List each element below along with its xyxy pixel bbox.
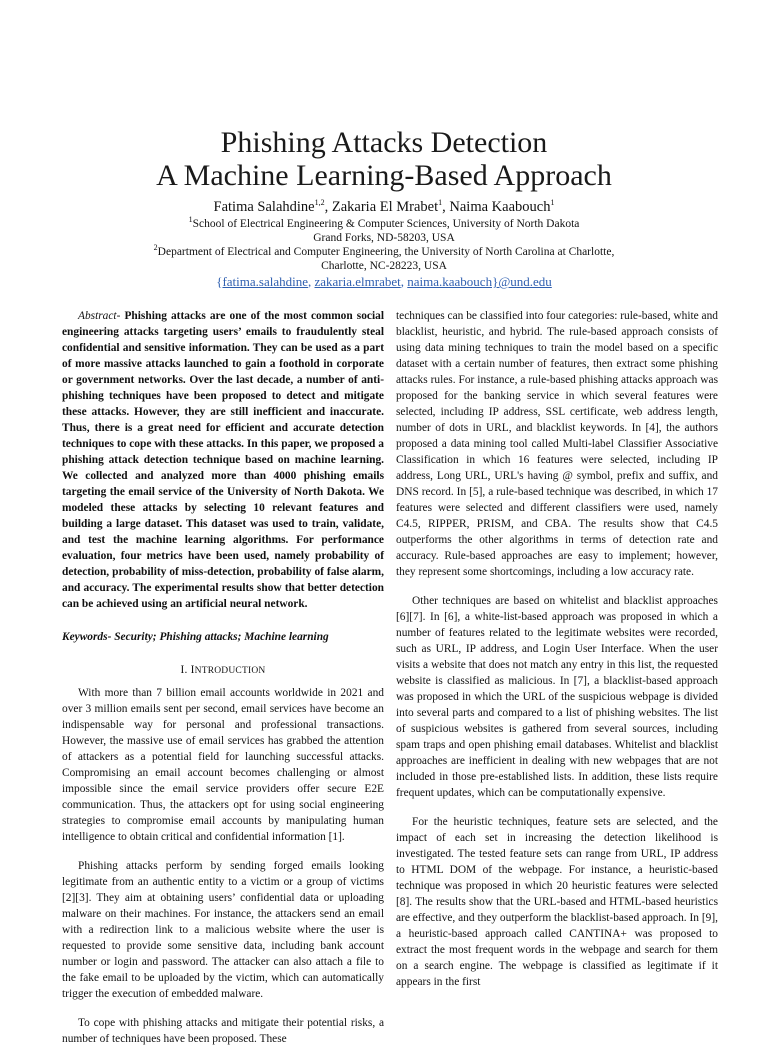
author-affiliation-mark: 1 (438, 198, 443, 208)
affiliation-1 (0, 217, 768, 231)
body-paragraph: To cope with phishing attacks and mitigate their potential risks, a number of techniques have been proposed. These (62, 1017, 384, 1045)
abstract (62, 308, 384, 612)
left-column (62, 308, 384, 1047)
email-link-3[interactable]: naima.kaabouch}@und.edu (407, 274, 552, 289)
affiliation-2-address: Charlotte, NC-28223, USA (321, 260, 447, 272)
paper-title-line-2: A Machine Learning-Based Approach (156, 159, 612, 192)
section-heading-introduction (62, 662, 384, 679)
affiliation-1-address: Grand Forks, ND-58203, USA (313, 232, 455, 244)
author-name: Fatima Salahdine (213, 199, 315, 215)
paper-title-line-1: Phishing Attacks Detection (220, 126, 548, 159)
author-name: Zakaria El Mrabet (331, 199, 439, 215)
body-paragraph: Phishing attacks perform by sending forged emails looking legitimate from an authentic entity to a victim or a group of victims [2][3]. They aim at obtaining users’ confidential data or uploading malware on their machines. For instance, the attackers send an email with a redirection link to a malicious website where the user is requested to provide some sensitive data, including bank account number or login and password. The attacker can also attach a file to the fake email to be uploaded by the victim, which can automatically trigger the execution of embedded malware. (62, 860, 384, 1000)
body-paragraph: techniques can be classified into four categories: rule-based, white and blacklist, heuristic, and hybrid. The rule-based approach consists of using data mining techniques to train the model based on a specific dataset with a certain number of features, then extract some phishing attacks rules. For instance, a rule-based phishing attacks approach was proposed for the banking service in which several features were selected, including IP address, SSL certificate, web address length, number of dots in URL, and blacklist keywords. In [4], the authors proposed a data mining tool called Multi-label Classifier Associative Classification in which 16 features were selected, including IP address, Long URL, URL's having @ symbol, prefix and suffix, and DNS record. In [5], a rule-based technique was described, in which 17 features were selected and different classifiers were used, namely C4.5, RIPPER, PRISM, and CBA. The results show that C4.5 outperforms the other algorithms in terms of detection rate and accuracy. Rule-based approaches are easy to implement; however, they represent some shortcomings, including a low accuracy rate. (396, 310, 718, 578)
author-affiliation-mark: 1,2 (314, 198, 325, 208)
author-list: Fatima Salahdine$^{1,2}$, Zakaria El Mrabet$^1$, Naima Kaabouch$^1$ (213, 198, 555, 215)
body-paragraph: Other techniques are based on whitelist and blacklist approaches [6][7]. In [6], a white-list-based approach was proposed in which a number of features related to the legitimate websites were recorded, such as URL, IP address, and Login User Interface. When the user visits a website that does not match any entry in this list, the requested website is classified as malicious. In [7], a blacklist-based approach was proposed in which the URL of the suspicious webpage is divided into several parts and compared to a list of phishing websites. The list of suspicious websites is gathered from several sources, including spam traps and open phishing email databases. Whitelist and blacklist approaches are inefficient in dealing with new webpages that are not included in those pre-established lists. In addition, these lists require frequent updates, which can be computationally expensive. (396, 595, 718, 799)
affiliation-mark: 2 (153, 243, 158, 253)
section-number: I. I (180, 664, 195, 676)
abstract-text: Phishing attacks are one of the most common social engineering attacks targeting users’ emails to fraudulently steal confidential and sensitive information. They can be used as a part of more massive attacks launched to gain a foothold in corporate or government networks. Over the last decade, a number of anti-phishing techniques have been proposed to detect and mitigate these attacks. However, they are still inefficient and inaccurate. Thus, there is a great need for efficient and accurate detection techniques to cope with these attacks. In this paper, we proposed a phishing attack detection technique based on machine learning. We collected and analyzed more than 4000 phishing emails targeting the email service of the University of North Dakota. We modeled these attacks by selecting 10 relevant features and building a large dataset. This dataset was used to train, validate, and test the machine learning algorithms. For performance evaluation, four metrics have been used, namely probability of detection, probability of miss-detection, probability of false alarm, and accuracy. The experimental results show that better detection can be achieved using an artificial neural network. (62, 310, 384, 610)
right-column (396, 308, 718, 990)
affiliation-2 (0, 245, 768, 259)
keywords: Keywords- Security; Phishing attacks; Machine learning (62, 631, 329, 643)
email-link-2[interactable]: zakaria.elmrabet (314, 274, 401, 289)
author-emails: {fatima.salahdine, zakaria.elmrabet, naima.kaabouch}@und.edu (216, 274, 552, 289)
author-affiliation-mark: 1 (550, 198, 555, 208)
author-name: Naima Kaabouch (449, 199, 551, 215)
body-paragraph: For the heuristic techniques, feature sets are selected, and the impact of each set in increasing the detection likelihood is investigated. The tested feature sets can range from URL, IP address to HTML DOM of the webpage. For instance, a heuristic-based technique was proposed in which 20 heuristic features were selected [8]. The results show that the URL-based and HTML-based heuristics are effective, and they outperform the blacklist-based approach. In [9], a heuristic-based approach called CANTINA+ was proposed to extract the most frequent words in the webpage and search for them on a search engine. The webpage is classified as legitimate if it appears in the first (396, 816, 718, 988)
email-brace: { (216, 274, 223, 289)
abstract-label: Abstract- (78, 310, 121, 322)
affiliation-line: Department of Electrical and Computer Engineering, the University of North Carolina at Charlotte, (157, 246, 615, 258)
affiliation-line: School of Electrical Engineering & Computer Sciences, University of North Dakota (192, 218, 580, 230)
email-link-1[interactable]: fatima.salahdine (222, 274, 308, 289)
section-title: NTRODUCTION (194, 666, 266, 676)
affiliation-mark: 1 (188, 215, 193, 225)
body-paragraph: With more than 7 billion email accounts worldwide in 2021 and over 3 million emails sent per second, email services have become an indispensable way for personal and professional transactions. However, the massive use of email services has grabbed the attention of attackers as a potential field for launching successful attacks. Compromising an email account becomes challenging or almost impossible since the email service providers offer secure E2E communication. Thus, the attackers opt for using social engineering strategies to compromise email accounts by manipulating human intelligence to obtain critical and confidential information [1]. (62, 687, 384, 843)
